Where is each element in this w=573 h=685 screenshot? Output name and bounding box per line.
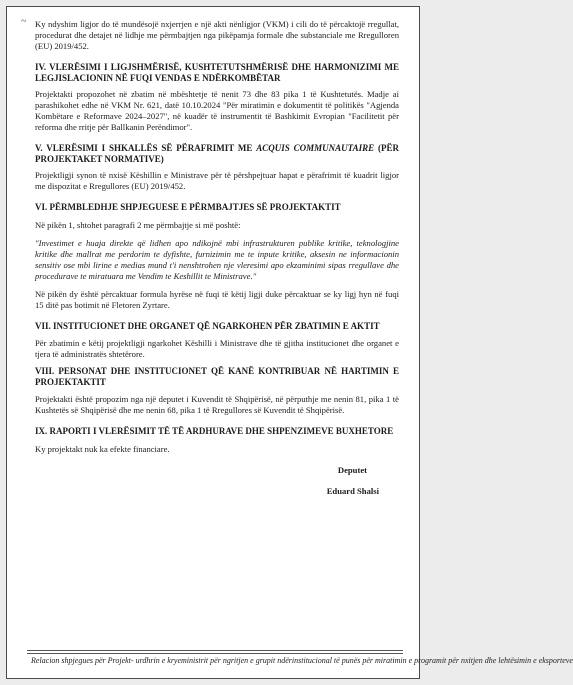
section-5-text: Projektligji synon të nxisë Këshillin e Ministrave për të përshpejtuar hapat e përafrimit të kuadrit ligjor me dispozitat e Rregullores (EU) 2019/452. [35, 170, 399, 191]
page-footer [7, 656, 573, 678]
section-4-text: Projektakti propozohet në zbatim në mbështetje të nenit 73 dhe 83 pika 1 të Kushtetutës. Madje ai parashikohet edhe në VKM Nr. 621, datë 10.10.2024 "Për miratimin e dokumentit të politikës "Agjenda Kombëtare e Reformave 2024–2027", në kuadër të instrumentit të Bashkimit Evropian "Facilitetit për reforma dhe rritje për Ballkanin Perëndimor". [35, 89, 399, 132]
section-7-title: VII. INSTITUCIONET DHE ORGANET QË NGARKOHEN PËR ZBATIMIN E AKTIT [35, 321, 380, 331]
section-4-title: IV. VLERËSIMI I LIGJSHMËRISË, KUSHTETUTSHMËRISË DHE HARMONIZIMI ME LEGJISLACIONIN NË FUQI VENDAS E NDËRKOMBËTAR [35, 62, 399, 83]
footer-caption: Relacion shpjegues për Projekt- urdhrin e kryeministrit për ngritjen e grupit ndërinstitucional të punës për miratimin e programit për nxitjen dhe lehtësimin e eksporteve [31, 656, 573, 665]
section-6-paragraph-1: Në pikën 1, shtohet paragrafi 2 me përmbajtje si më poshtë: [35, 220, 241, 230]
footer-rule-bottom [27, 653, 403, 654]
signature-name: Eduard Shalsi [326, 486, 379, 496]
corner-mark: ~ [21, 16, 27, 27]
section-6-paragraph-2: Në pikën dy është përcaktuar formula hyrëse në fuqi të këtij ligji duke përcaktuar se ky ligj hyn në fuqi 15 ditë pas botimit në Fletoren Zyrtare. [35, 289, 399, 310]
section-9-title: IX. RAPORTI I VLERËSIMIT TË TË ARDHURAVE DHE SHPENZIMEVE BUXHETORE [35, 426, 394, 436]
section-8-title: VIII. PERSONAT DHE INSTITUCIONET QË KANË KONTRIBUAR NË HARTIMIN E PROJEKTAKTIT [35, 366, 399, 387]
section-5-title-acquis: ACQUIS COMMUNAUTAIRE [256, 143, 375, 153]
footer-rule-top [27, 650, 403, 651]
document-body [35, 19, 399, 497]
section-9-text: Ky projektakt nuk ka efekte financiare. [35, 444, 170, 454]
document-page [6, 6, 573, 679]
intro-paragraph: Ky ndyshim ligjor do të mundësojë nxjerrjen e një akti nënligjor (VKM) i cili do të përcaktojë rregullat, procedurat dhe detajet në lidhje me përmbajtjen nga pikëpamja formale dhe substanciale me Rregulloren (EU) 2019/452. [35, 19, 399, 51]
section-5-title-part-a: V. VLERËSIMI I SHKALLËS SË PËRAFRIMIT ME [35, 143, 257, 153]
section-7-text: Për zbatimin e këtij projektligji ngarkohet Këshilli i Ministrave dhe të gjitha institucionet dhe organet e tjera të administratës shtetërore. [35, 338, 399, 359]
section-6-quote: "Investimet e huaja direkte që lidhen apo ndikojnë mbi infrastrukturen publike kritike, teknologjine kritike dhe mallrat me perdorim te dyfishte, furnizimin me te inpute kritike, aksesin ne informacionin sensitiv ose mbi lirine e medias mund t'i nenshtrohen nje vleresimi apo ekzaminimi sipas rregullave dhe procedurave te miratuara me Vendim te Keshillit te Ministrave." [35, 238, 399, 281]
section-5-title-part-c: (PËR PROJEKTAKET NORMATIVE) [35, 143, 399, 164]
section-8-text: Projektakti është propozim nga një deputet i Kuvendit të Shqipërisë, në përputhje me nenin 81, pika 1 të Kushtetës së Shqipërisë dhe me nenin 68, pika 1 të Rregullores së Kuvendit të Shqipërisë. [35, 394, 399, 415]
section-5-title [35, 143, 399, 165]
section-6-title: VI. PËRMBLEDHJE SHPJEGUESE E PËRMBAJTJES SË PROJEKTAKTIT [35, 202, 341, 212]
signature-role: Deputet [337, 465, 367, 475]
